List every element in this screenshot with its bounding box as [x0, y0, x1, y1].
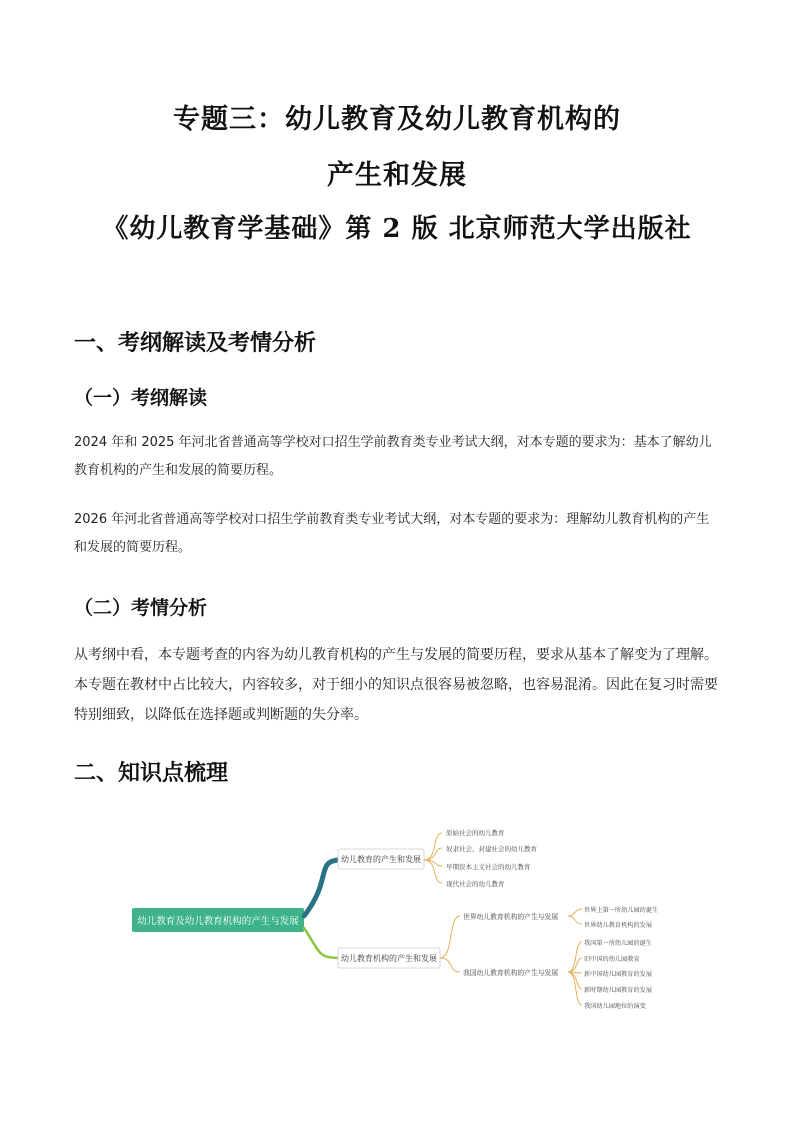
mindmap-world-leaf-1: 世界上第一所幼儿园的诞生 [584, 907, 659, 914]
section1-sub1-heading: （一）考纲解读 [74, 387, 208, 409]
mindmap-branch1-leaf-3: 早期资本主义社会的幼儿教育 [446, 863, 531, 871]
mindmap-branch2-bracket [440, 916, 460, 972]
mindmap-branch1-leaf-2: 奴隶社会、封建社会的幼儿教育 [446, 845, 537, 853]
mindmap-china-leaf-4: 新时期幼儿园教育的发展 [584, 987, 653, 994]
mindmap-branch1-bracket [424, 833, 442, 883]
mindmap-branch2-connector [304, 928, 338, 958]
mindmap-root-label: 幼儿教育及幼儿教育机构的产生与发展 [137, 916, 299, 927]
section1-sub2-paragraph: 从考纲中看，本专题考查的内容为幼儿教育机构的产生与发展的简要历程，要求从基本了解变为了理解。本专题在教材中占比较大，内容较多，对于细小的知识点很容易被忽略，也容易混淆。因此在复习时需要特别细致，以降低在选择题或判断题的失分率。 [74, 647, 718, 723]
knowledge-mindmap [120, 820, 680, 1020]
mindmap-china-leaf-5: 我国幼儿园地位的演变 [584, 1003, 646, 1010]
mindmap-sub-china-label: 我国幼儿教育机构的产生与发展 [463, 969, 559, 977]
mindmap-branch2-label: 幼儿教育机构的产生和发展 [341, 954, 437, 963]
section1-sub2-heading: （二）考情分析 [74, 597, 208, 619]
section1-sub1-paragraph-2: 2026 年河北省普通高等学校对口招生学前教育类专业考试大纲，对本专题的要求为：理解幼儿教育机构的产生和发展的简要历程。 [74, 512, 710, 555]
mindmap-sub-world-label: 世界幼儿教育机构的产生与发展 [463, 913, 559, 921]
mindmap-branch1-leaf-1: 原始社会的幼儿教育 [446, 829, 505, 837]
page-subtitle: 《幼儿教育学基础》第 2 版 北京师范大学出版社 [102, 214, 692, 244]
section1-heading: 一、考纲解读及考情分析 [74, 330, 317, 356]
section2-heading: 二、知识点梳理 [74, 760, 229, 786]
mindmap-world-leaf-2: 世界幼儿教育机构的发展 [584, 922, 653, 929]
mindmap-china-leaf-1: 我国第一所幼儿园的诞生 [584, 940, 653, 947]
page-title-line1: 专题三：幼儿教育及幼儿教育机构的 [173, 104, 621, 135]
mindmap-china-leaf-2: 旧中国的幼儿园教育 [584, 956, 640, 963]
mindmap-branch1-connector [304, 860, 338, 916]
mindmap-china-bracket [568, 942, 582, 1005]
section1-sub1-paragraph-1: 2024 年和 2025 年河北省普通高等学校对口招生学前教育类专业考试大纲，对本专题的要求为：基本了解幼儿教育机构的产生和发展的简要历程。 [74, 435, 712, 478]
mindmap-branch1-leaf-4: 现代社会的幼儿教育 [446, 880, 505, 888]
mindmap-china-leaf-3: 新中国幼儿园教育的发展 [584, 971, 653, 978]
mindmap-world-bracket [568, 909, 582, 924]
mindmap-branch1-label: 幼儿教育的产生和发展 [341, 855, 421, 864]
page-title-line2: 产生和发展 [327, 160, 467, 191]
